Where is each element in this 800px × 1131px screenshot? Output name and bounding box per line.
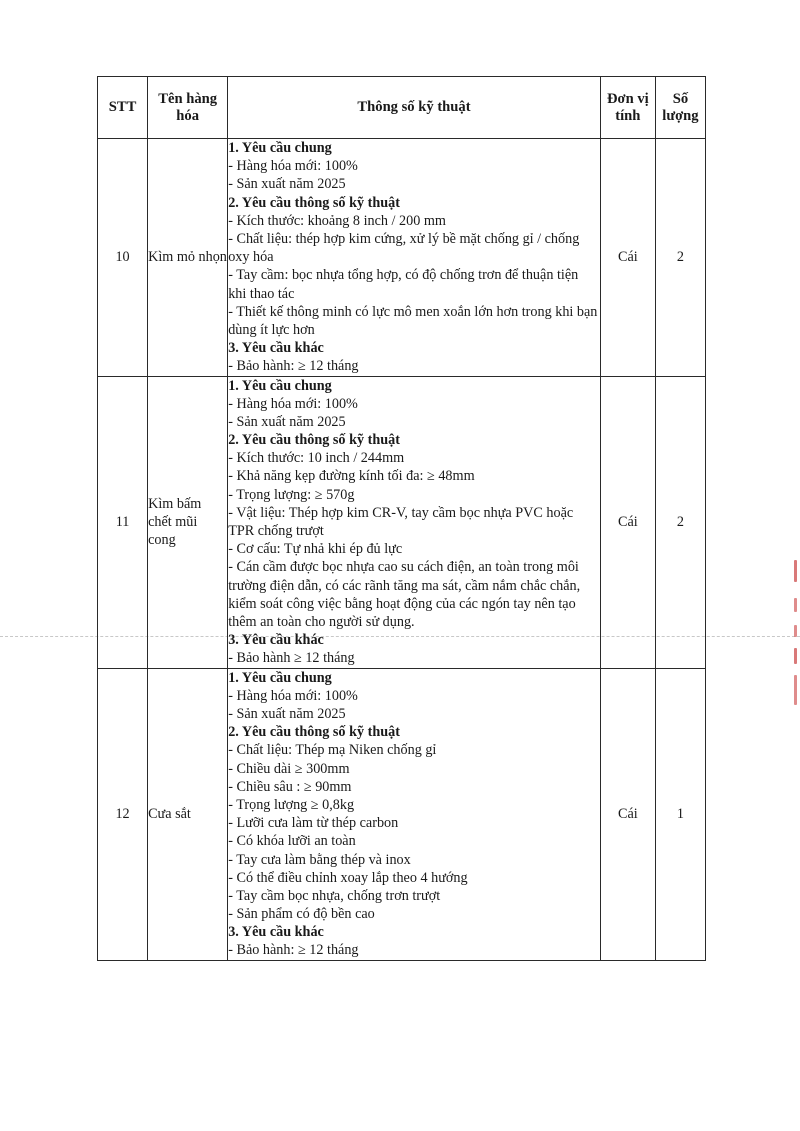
header-item-name: Tên hàng hóa [148, 77, 228, 139]
spec-heading: 1. Yêu cầu chung [228, 669, 332, 686]
spec-heading: 3. Yêu cầu khác [228, 924, 324, 941]
spec-line: - Có thể điều chỉnh xoay lắp theo 4 hướng [228, 869, 468, 886]
item-name-text: Kìm bấm chết mũi cong [148, 496, 202, 549]
spec-line: - Hàng hóa mới: 100% [228, 158, 358, 175]
spec-line: - Chiều dài ≥ 300mm [228, 760, 350, 777]
row-unit: Cái [600, 668, 655, 960]
row-item-name [148, 668, 228, 960]
table-row-10 [98, 139, 706, 377]
margin-signature-mark [794, 675, 797, 705]
header-quantity: Số lượng [655, 77, 705, 139]
spec-line: - Bảo hành: ≥ 12 tháng [228, 358, 359, 375]
header-specification: Thông số kỹ thuật [228, 77, 601, 139]
specification-table [97, 76, 706, 961]
spec-heading: 3. Yêu cầu khác [228, 632, 324, 649]
spec-heading: 2. Yêu cầu thông số kỹ thuật [228, 432, 400, 449]
spec-heading: 2. Yêu cầu thông số kỹ thuật [228, 724, 400, 741]
spec-line: - Chiều sâu : ≥ 90mm [228, 778, 352, 795]
row-stt: 12 [98, 668, 148, 960]
row-stt: 10 [98, 139, 148, 377]
row-item-name [148, 376, 228, 668]
spec-line: - Cơ cấu: Tự nhả khi ép đủ lực [228, 541, 403, 558]
spec-line: - Kích thước: khoảng 8 inch / 200 mm [228, 212, 446, 229]
spec-line: - Trọng lượng: ≥ 570g [228, 486, 355, 503]
margin-signature-mark [794, 625, 797, 637]
margin-signature-mark [794, 648, 797, 664]
table-row-11 [98, 376, 706, 668]
spec-line: - Thiết kế thông minh có lực mô men xoắn lớn hơn trong khi bạn dùng ít lực hơn [228, 303, 598, 338]
item-name-text: Kìm mỏ nhọn [148, 249, 227, 266]
table-row-12 [98, 668, 706, 960]
spec-heading: 1. Yêu cầu chung [228, 140, 332, 156]
table-header-row [98, 77, 706, 139]
spec-line: - Sản xuất năm 2025 [228, 176, 346, 193]
spec-line: - Tay cầm bọc nhựa, chống trơn trượt [228, 887, 441, 904]
spec-line: - Có khóa lưỡi an toàn [228, 833, 356, 850]
spec-line: - Tay cầm: bọc nhựa tổng hợp, có độ chống trơn để thuận tiện khi thao tác [228, 267, 579, 302]
row-stt: 11 [98, 376, 148, 668]
spec-line: - Sản xuất năm 2025 [228, 706, 346, 722]
row-specification [228, 139, 601, 377]
spec-heading: 3. Yêu cầu khác [228, 340, 324, 357]
spec-heading: 1. Yêu cầu chung [228, 377, 332, 394]
header-unit: Đơn vị tính [600, 77, 655, 139]
item-name-text: Cưa sắt [148, 806, 191, 823]
row-unit: Cái [600, 139, 655, 377]
spec-line: - Trọng lượng ≥ 0,8kg [228, 796, 355, 813]
row-specification [228, 376, 601, 668]
spec-line: - Sản xuất năm 2025 [228, 413, 346, 430]
row-quantity: 1 [655, 668, 705, 960]
spec-heading: 2. Yêu cầu thông số kỹ thuật [228, 194, 400, 211]
spec-line: - Bảo hành ≥ 12 tháng [228, 650, 355, 667]
spec-line: - Kích thước: 10 inch / 244mm [228, 450, 405, 467]
spec-line: - Vật liệu: Thép hợp kim CR-V, tay cầm bọc nhựa PVC hoặc TPR chống trượt [228, 504, 574, 540]
spec-line: - Chất liệu: Thép mạ Niken chống gỉ [228, 742, 437, 759]
row-unit: Cái [600, 376, 655, 668]
spec-line: - Hàng hóa mới: 100% [228, 395, 358, 412]
row-item-name [148, 139, 228, 377]
row-quantity: 2 [655, 376, 705, 668]
spec-line: - Cán cầm được bọc nhựa cao su cách điện, an toàn trong môi trường điện dẫn, có các rãnh tăng ma sát, cầm nắm chắc chắn, kiểm soát công việc bằng hoạt động của các ngón tay nên tạo thêm an toàn cho người sử dụng. [228, 559, 581, 631]
row-quantity: 2 [655, 139, 705, 377]
margin-signature-mark [794, 560, 797, 582]
spec-line: - Chất liệu: thép hợp kim cứng, xử lý bề mặt chống gỉ / chống oxy hóa [228, 230, 580, 266]
spec-line: - Sản phẩm có độ bền cao [228, 906, 375, 923]
spec-line: - Hàng hóa mới: 100% [228, 687, 358, 704]
row-specification [228, 668, 601, 960]
spec-line: - Tay cưa làm bằng thép và inox [228, 851, 411, 868]
spec-line: - Bảo hành: ≥ 12 tháng [228, 942, 359, 959]
header-stt: STT [98, 77, 148, 139]
spec-line: - Khả năng kẹp đường kính tối đa: ≥ 48mm [228, 468, 475, 485]
spec-line: - Lưỡi cưa làm từ thép carbon [228, 815, 399, 832]
margin-signature-mark [794, 598, 797, 612]
